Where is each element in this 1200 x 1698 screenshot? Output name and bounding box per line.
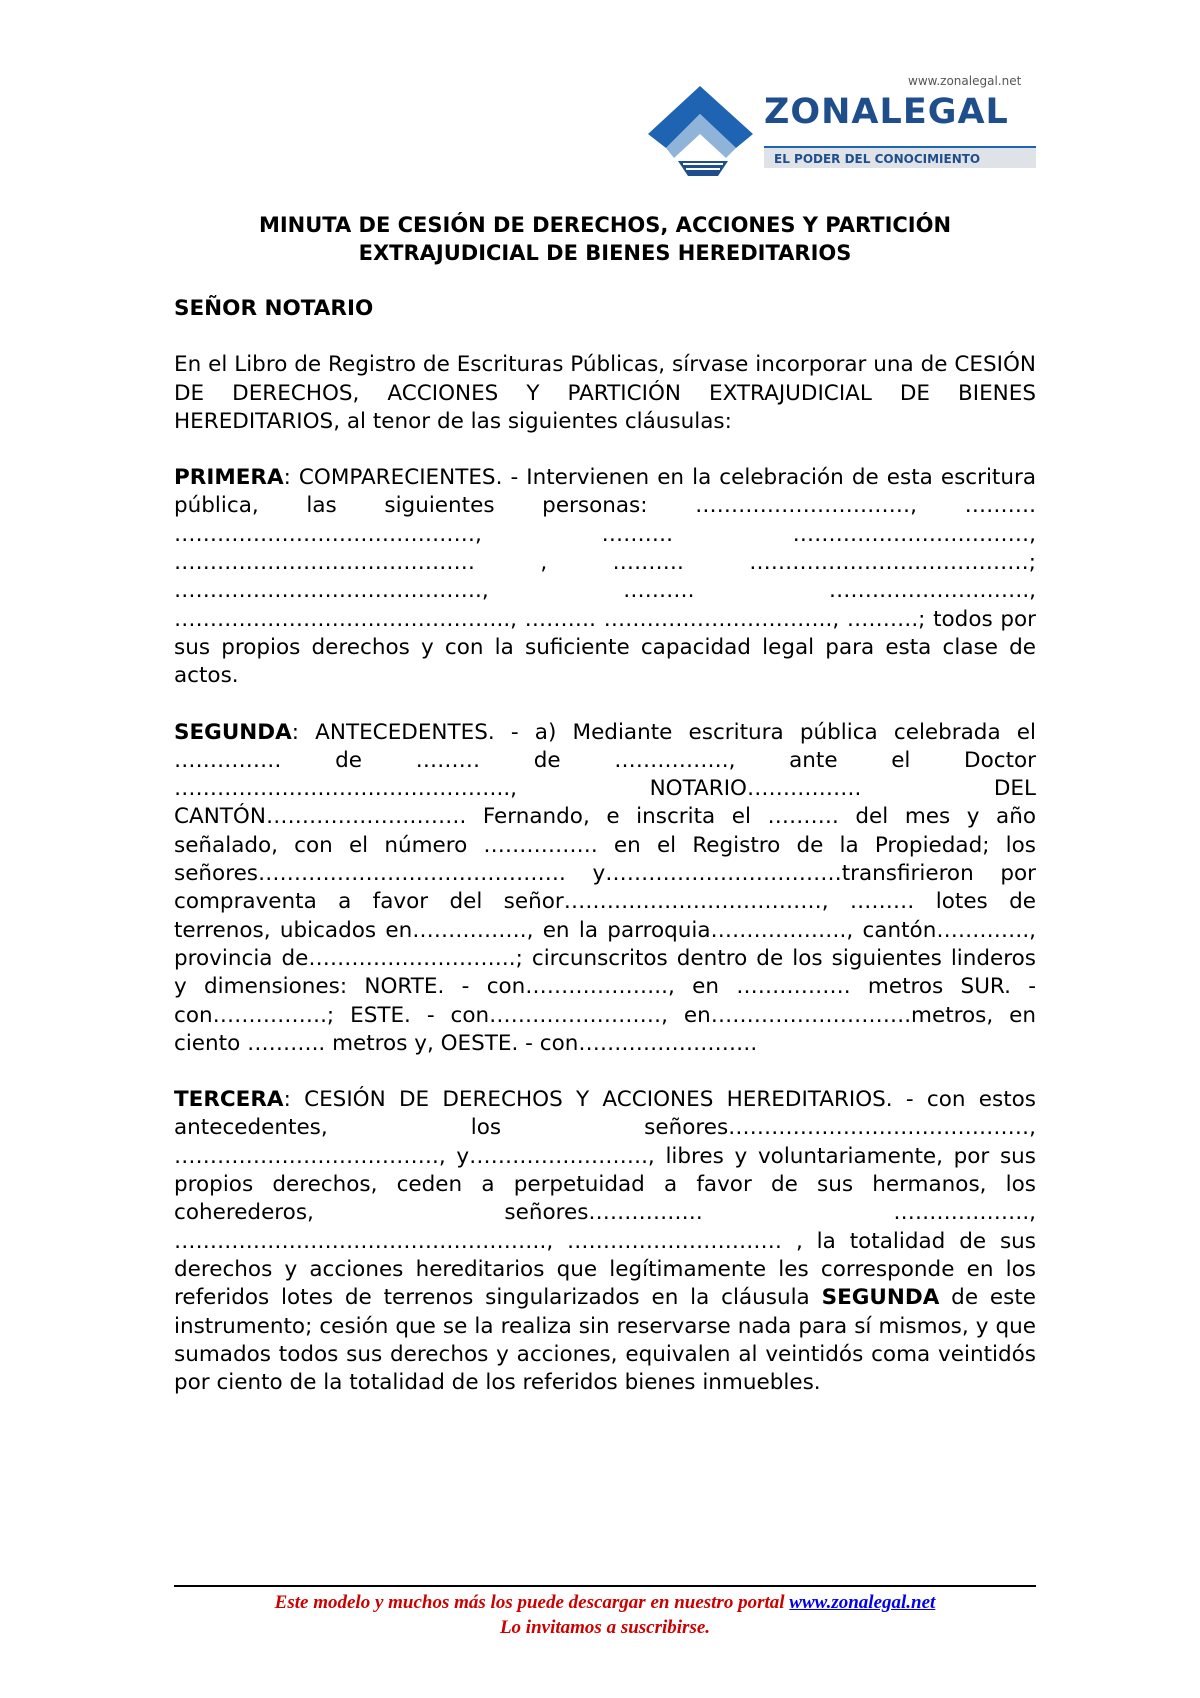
footer-link[interactable]: www.zonalegal.net [789, 1592, 936, 1613]
footer-text: Este modelo y muchos más los puede descargar en nuestro portal [274, 1592, 790, 1613]
clause-segunda [174, 719, 1036, 1059]
clause-text: : CESIÓN DE DERECHOS Y ACCIONES HEREDITARIOS. - con estos antecedentes, los señores……………………………………, ………………………………., y……………………., libres y voluntariamente, por sus propios derechos, ceden a perpetuidad a favor de sus hermanos, los coherederos, señores……………. ………………., ……………………………………………., ………………………… , la totalidad de sus derechos y acciones hereditarios que legítimamente les corresponde en los referidos lotes de terrenos singularizados en la cláusula [174, 1087, 1036, 1311]
clause-label: PRIMERA [174, 465, 284, 491]
logo-url: www.zonalegal.net [908, 74, 1022, 88]
clause-primera [174, 464, 1036, 690]
clause-label: SEGUNDA [174, 719, 292, 745]
clause-text: : ANTECEDENTES. - a) Mediante escritura pública celebrada el …………… de ……… de ……………., ante el Doctor ……………………………………….., NOTARIO……………. DEL CANTÓN………………………. Fernando, e inscrita el ………. del mes y año señalado, con el número ……………. en el Registro de la Propiedad; los señores……………………………………. y……………………………transfirieron por compraventa a favor del señor………………………………, ……… lotes de terrenos, ubicados en……………., en la parroquia………………., cantón…………., provincia de………………………..; circunscritos dentro de los siguientes linderos y dimensiones: NORTE. - con……………….., en ……………. metros SUR. - con…………….; ESTE. - con……………………, en……………………….metros, en ciento ……….. metros y, OESTE. - con……………………. [174, 719, 1036, 1056]
intro-paragraph: En el Libro de Registro de Escrituras Públicas, sírvase incorporar una de CESIÓN DE DERECHOS, ACCIONES Y PARTICIÓN EXTRAJUDICIAL DE BIENES HEREDITARIOS, al tenor de las siguientes cláusulas: [174, 352, 1036, 434]
footer-divider [174, 1585, 1036, 1587]
title-line-1: MINUTA DE CESIÓN DE DERECHOS, ACCIONES Y PARTICIÓN [258, 213, 952, 237]
addressee: SEÑOR NOTARIO [174, 296, 374, 321]
footer [174, 1590, 1036, 1640]
logo-tagline: EL PODER DEL CONOCIMIENTO [764, 146, 1036, 168]
logo-name: ZONALEGAL [764, 92, 1009, 132]
clause-tercera [174, 1086, 1036, 1397]
zonalegal-logo [648, 70, 1038, 190]
clause-text: : COMPARECIENTES. - Intervienen en la celebración de esta escritura pública, las siguientes personas: …………………………, ………. ……………………………………, ………. ……………………………, …………………………………… , ………. …………………………………; ……………………………………., ………. ………………………., ……………………………………….., ………. ………………………….., ……….; todos por sus propios derechos y con la suficiente capacidad legal para esta clase de actos. [174, 465, 1036, 689]
house-roof-icon [648, 86, 753, 181]
clause-text-after: de este instrumento; cesión que se la realiza sin reservarse nada para sí mismos, y que sumados todos sus derechos y acciones, equivalen al veintidós coma veintidós por ciento de la totalidad de los referidos bienes inmuebles. [174, 1285, 1036, 1396]
document-title [174, 211, 1036, 267]
clause-bold-reference: SEGUNDA [821, 1285, 940, 1311]
clause-label: TERCERA [174, 1087, 284, 1113]
document-body [174, 211, 1036, 1397]
footer-invite: Lo invitamos a suscribirse. [499, 1617, 711, 1638]
title-line-2: EXTRAJUDICIAL DE BIENES HEREDITARIOS [358, 241, 852, 265]
